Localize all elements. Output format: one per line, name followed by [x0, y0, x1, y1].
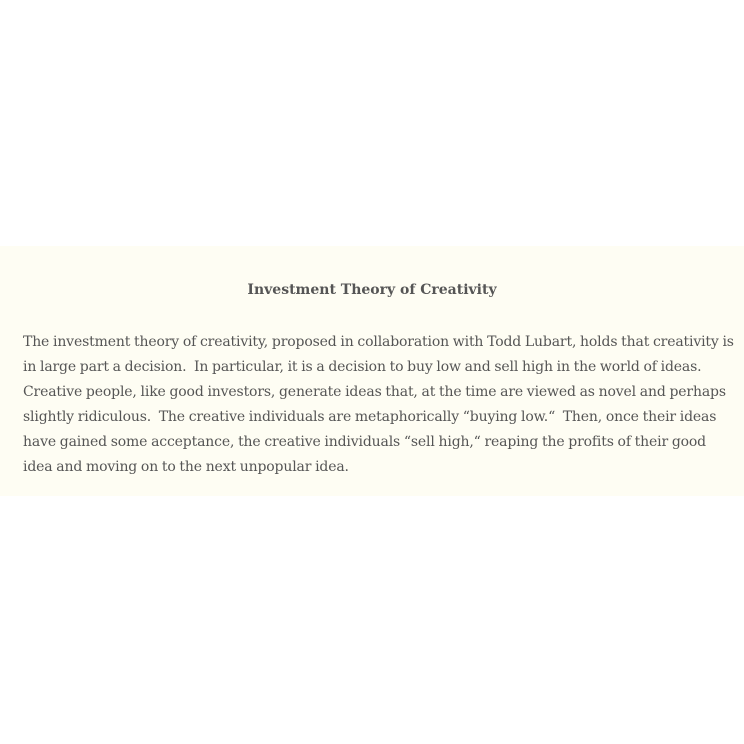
article-title: Investment Theory of Creativity: [247, 282, 497, 298]
article-paragraph: The investment theory of creativity, proposed in collaboration with Todd Lubart, holds that creativity is in large part a decision. In particular, it is a decision to buy low and sell high in the world of ideas. Creative people, like good investors, generate ideas that, at the time are viewed as novel and perhaps slightly ridiculous. The creative individuals are metaphorically “buying low.“ Then, once their ideas have gained some acceptance, the creative individuals “sell high,“ reaping the profits of their good idea and moving on to the next unpopular idea.: [23, 334, 738, 475]
article-panel: [0, 246, 744, 496]
